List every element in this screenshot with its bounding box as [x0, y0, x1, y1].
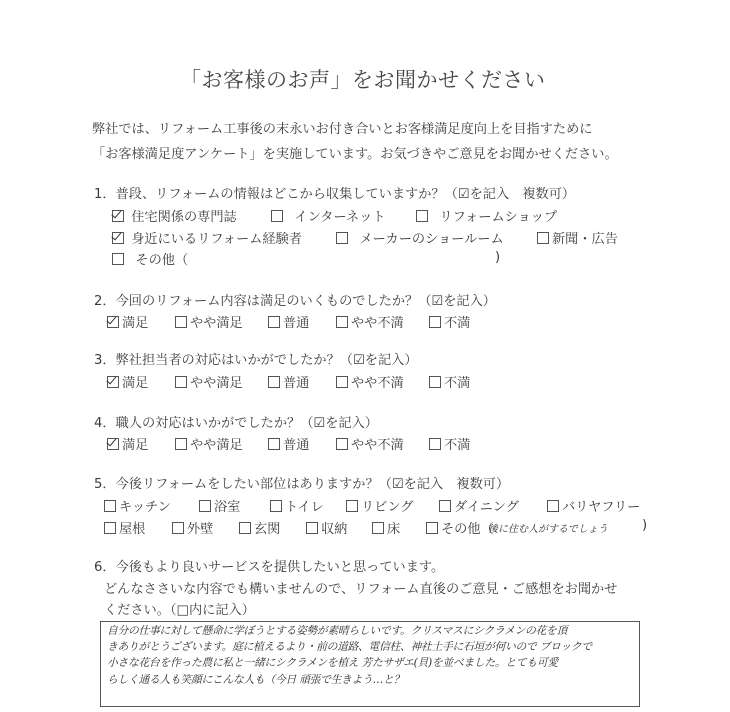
checkbox-icon[interactable]: [416, 210, 428, 222]
checkbox-icon[interactable]: [268, 316, 280, 328]
checkbox-icon[interactable]: [271, 210, 283, 222]
q6-question-line-1: 6．今後もより良いサービスを提供したいと思っています。: [94, 560, 445, 575]
checkbox-icon[interactable]: [426, 522, 438, 534]
q1-question: 1．普段、リフォームの情報はどこから収集していますか？（☑を記入 複数可）: [94, 187, 576, 202]
q1-option-other[interactable]: その他（: [112, 249, 188, 268]
page-title: 「お客様のお声」をお聞かせください: [180, 68, 546, 92]
comment-line-2: きありがとうございます。庭に植えるより・前の道路、電信柱、神社土手に石垣が何いので ブロックで: [107, 640, 592, 653]
q4-question: 4．職人の対応はいかがでしたか？（☑を記入）: [94, 416, 378, 431]
comment-line-3: 小さな花台を作った農に私と一緒にシクラメンを植え 芳たサザエ(貝)を並べました。とても可愛: [107, 656, 558, 669]
checkbox-icon[interactable]: [199, 500, 211, 512]
checkbox-icon[interactable]: [429, 438, 441, 450]
intro-line-2: 「お客様満足度アンケート」を実施しています。お気づきやご意見をお聞かせください。: [92, 147, 618, 162]
checkbox-icon[interactable]: [270, 500, 282, 512]
q4-option-dissatisfied[interactable]: 不満: [429, 434, 470, 453]
checkbox-checked-icon[interactable]: [107, 438, 119, 450]
comment-box[interactable]: [100, 621, 640, 707]
q4-option-somewhat-dissatisfied[interactable]: やや不満: [336, 434, 404, 453]
checkbox-icon[interactable]: [336, 376, 348, 388]
q1-option-reform-shop[interactable]: リフォームショップ: [416, 206, 557, 225]
checkbox-icon[interactable]: [429, 376, 441, 388]
q5-option-kitchen[interactable]: キッチン: [104, 496, 171, 515]
comment-line-4: らしく通る人も笑顔にこんな人も（今日 頑張で生きよう…と？: [107, 673, 405, 686]
checkbox-icon[interactable]: [336, 232, 348, 244]
checkbox-icon[interactable]: [175, 316, 187, 328]
checkbox-icon[interactable]: [239, 522, 251, 534]
q5-option-entrance[interactable]: 玄関: [239, 518, 280, 537]
q2-option-somewhat-satisfied[interactable]: やや満足: [175, 312, 243, 331]
q2-option-neutral[interactable]: 普通: [268, 312, 309, 331]
q4-option-neutral[interactable]: 普通: [268, 434, 309, 453]
q1-option-magazine[interactable]: 住宅関係の専門誌: [112, 206, 237, 225]
q5-option-bathroom[interactable]: 浴室: [199, 496, 240, 515]
checkbox-icon[interactable]: [346, 500, 358, 512]
checkbox-icon[interactable]: [336, 316, 348, 328]
q1-other-close-paren: ): [495, 250, 501, 265]
q5-option-roof[interactable]: 屋根: [104, 518, 145, 537]
q2-option-dissatisfied[interactable]: 不満: [429, 312, 470, 331]
checkbox-icon[interactable]: [175, 438, 187, 450]
q5-option-floor[interactable]: 床: [372, 518, 400, 537]
checkbox-icon[interactable]: [104, 522, 116, 534]
q5-question: 5．今後リフォームをしたい部位はありますか？（☑を記入 複数可）: [94, 477, 510, 492]
q6-question-line-3: ください。（□内に記入）: [104, 603, 255, 618]
q3-option-dissatisfied[interactable]: 不満: [429, 372, 470, 391]
checkbox-checked-icon[interactable]: [112, 232, 124, 244]
intro-line-1: 弊社では、リフォーム工事後の末永いお付き合いとお客様満足度向上を目指すために: [92, 122, 593, 137]
q5-option-toilet[interactable]: トイレ: [270, 496, 324, 515]
checkbox-icon[interactable]: [372, 522, 384, 534]
q5-option-living[interactable]: リビング: [346, 496, 414, 515]
q1-option-newspaper[interactable]: 新聞・広告: [537, 228, 618, 247]
q4-option-satisfied[interactable]: 満足: [107, 434, 148, 453]
checkbox-icon[interactable]: [172, 522, 184, 534]
q3-option-somewhat-dissatisfied[interactable]: やや不満: [336, 372, 404, 391]
q5-option-barrier-free[interactable]: バリヤフリー: [547, 496, 640, 515]
checkbox-checked-icon[interactable]: [112, 210, 124, 222]
checkbox-icon[interactable]: [547, 500, 559, 512]
checkbox-icon[interactable]: [175, 376, 187, 388]
checkbox-checked-icon[interactable]: [107, 316, 119, 328]
checkbox-icon[interactable]: [268, 438, 280, 450]
q5-other-handwritten-answer: 後に住む人がするでしょう: [488, 524, 608, 535]
q5-option-dining[interactable]: ダイニング: [439, 496, 519, 515]
q6-question-line-2: どんなささいな内容でも構いませんので、リフォーム直後のご意見・ご感想をお聞かせ: [104, 582, 618, 597]
q1-option-internet[interactable]: インターネット: [271, 206, 386, 225]
q5-option-other[interactable]: その他（: [426, 518, 494, 537]
checkbox-icon[interactable]: [537, 232, 549, 244]
q5-option-exterior-wall[interactable]: 外壁: [172, 518, 213, 537]
checkbox-icon[interactable]: [429, 316, 441, 328]
comment-line-1: 自分の仕事に対して懸命に学ぼうとする姿勢が素晴らしいです。クリスマスにシクラメンの花を頂: [107, 624, 568, 637]
q2-question: 2．今回のリフォーム内容は満足のいくものでしたか？（☑を記入）: [94, 294, 496, 309]
checkbox-icon[interactable]: [104, 500, 116, 512]
checkbox-icon[interactable]: [336, 438, 348, 450]
checkbox-checked-icon[interactable]: [107, 376, 119, 388]
q1-option-acquaintance[interactable]: 身近にいるリフォーム経験者: [112, 228, 302, 247]
q5-other-close-paren: ): [642, 518, 648, 533]
q3-option-somewhat-satisfied[interactable]: やや満足: [175, 372, 243, 391]
checkbox-icon[interactable]: [112, 253, 124, 265]
q3-question: 3．弊社担当者の対応はいかがでしたか？（☑を記入）: [94, 353, 418, 368]
q3-option-neutral[interactable]: 普通: [268, 372, 309, 391]
q1-option-showroom[interactable]: メーカーのショールーム: [336, 228, 504, 247]
checkbox-icon[interactable]: [268, 376, 280, 388]
q2-option-somewhat-dissatisfied[interactable]: やや不満: [336, 312, 404, 331]
checkbox-icon[interactable]: [439, 500, 451, 512]
q2-option-satisfied[interactable]: 満足: [107, 312, 148, 331]
checkbox-icon[interactable]: [306, 522, 318, 534]
q3-option-satisfied[interactable]: 満足: [107, 372, 148, 391]
q4-option-somewhat-satisfied[interactable]: やや満足: [175, 434, 243, 453]
q5-option-storage[interactable]: 収納: [306, 518, 347, 537]
